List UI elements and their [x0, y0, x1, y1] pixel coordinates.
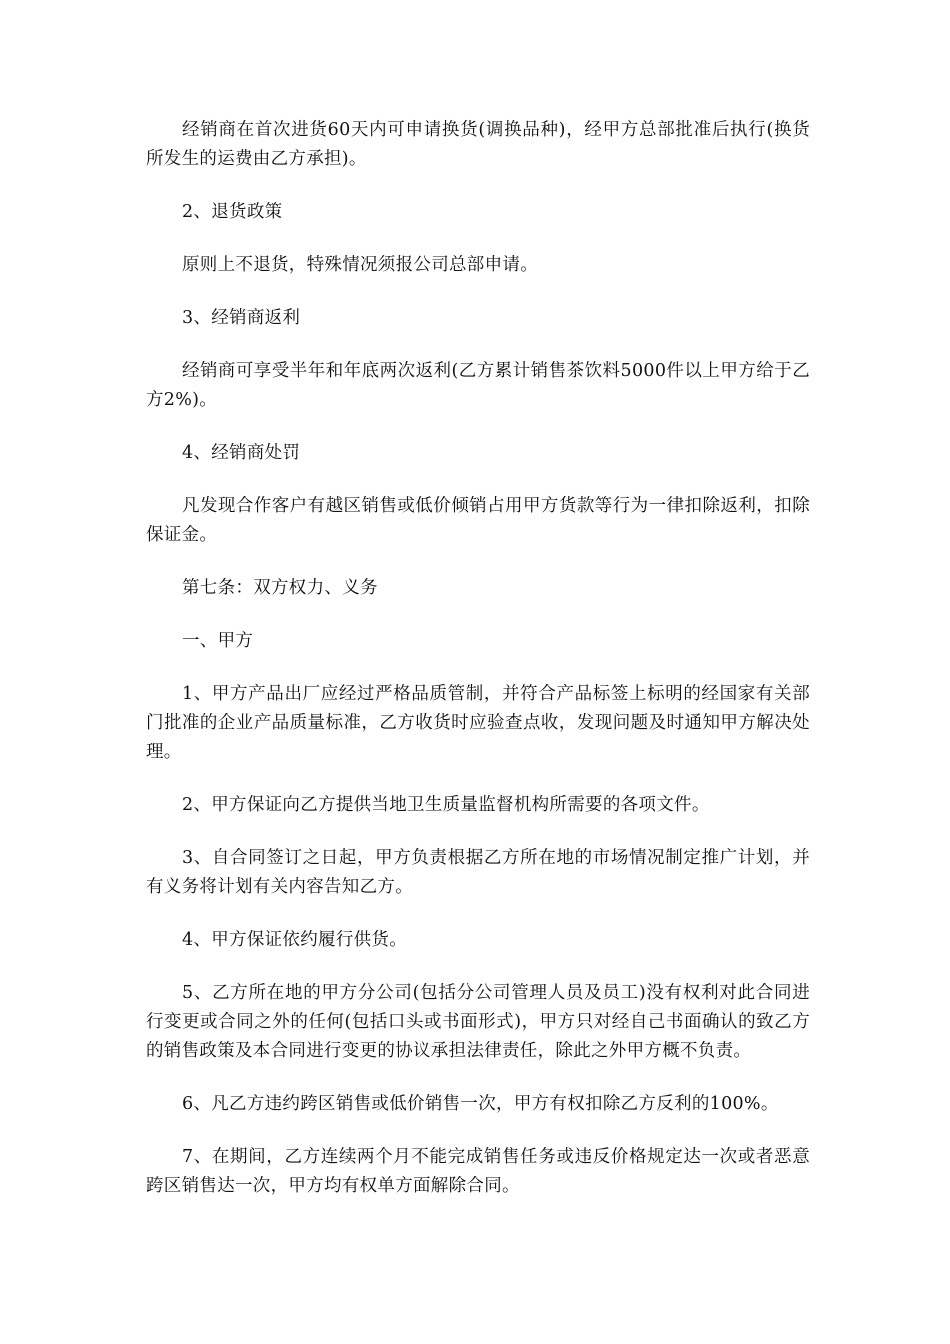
heading-rebate: 3、经销商返利 — [182, 308, 301, 328]
paragraph-penalty: 凡发现合作客户有越区销售或低价倾销占用甲方货款等行为一律扣除返利，扣除保证金。 — [146, 496, 810, 545]
clause-a-1: 1、甲方产品出厂应经过严格品质管制，并符合产品标签上标明的经国家有关部门批准的企业产品质量标准，乙方收货时应验查点收，发现问题及时通知甲方解决处理。 — [146, 684, 810, 762]
clause-a-2: 2、甲方保证向乙方提供当地卫生质量监督机构所需要的各项文件。 — [182, 795, 710, 815]
clause-a-6: 6、凡乙方违约跨区销售或低价销售一次，甲方有权扣除乙方反利的100%。 — [182, 1094, 779, 1114]
clause-a-4: 4、甲方保证依约履行供货。 — [182, 930, 408, 950]
heading-party-a: 一、甲方 — [182, 631, 254, 651]
heading-penalty: 4、经销商处罚 — [182, 443, 301, 463]
paragraph-rebate: 经销商可享受半年和年底两次返利(乙方累计销售茶饮料5000件以上甲方给于乙方2%)。 — [146, 361, 810, 410]
heading-return-policy: 2、退货政策 — [182, 202, 283, 222]
document-body — [146, 116, 810, 1225]
clause-a-3: 3、自合同签订之日起，甲方负责根据乙方所在地的市场情况制定推广计划，并有义务将计划有关内容告知乙方。 — [146, 848, 810, 897]
clause-a-5: 5、乙方所在地的甲方分公司(包括分公司管理人员及员工)没有权利对此合同进行变更或合同之外的任何(包括口头或书面形式)，甲方只对经自己书面确认的致乙方的销售政策及本合同进行变更的协议承担法律责任，除此之外甲方概不负责。 — [146, 983, 810, 1061]
heading-article-seven: 第七条：双方权力、义务 — [182, 578, 378, 598]
paragraph-exchange-policy: 经销商在首次进货60天内可申请换货(调换品种)，经甲方总部批准后执行(换货所发生的运费由乙方承担)。 — [146, 120, 810, 169]
paragraph-return-policy: 原则上不退货，特殊情况须报公司总部申请。 — [182, 255, 538, 275]
clause-a-7: 7、在期间，乙方连续两个月不能完成销售任务或违反价格规定达一次或者恶意跨区销售达一次，甲方均有权单方面解除合同。 — [146, 1147, 810, 1196]
